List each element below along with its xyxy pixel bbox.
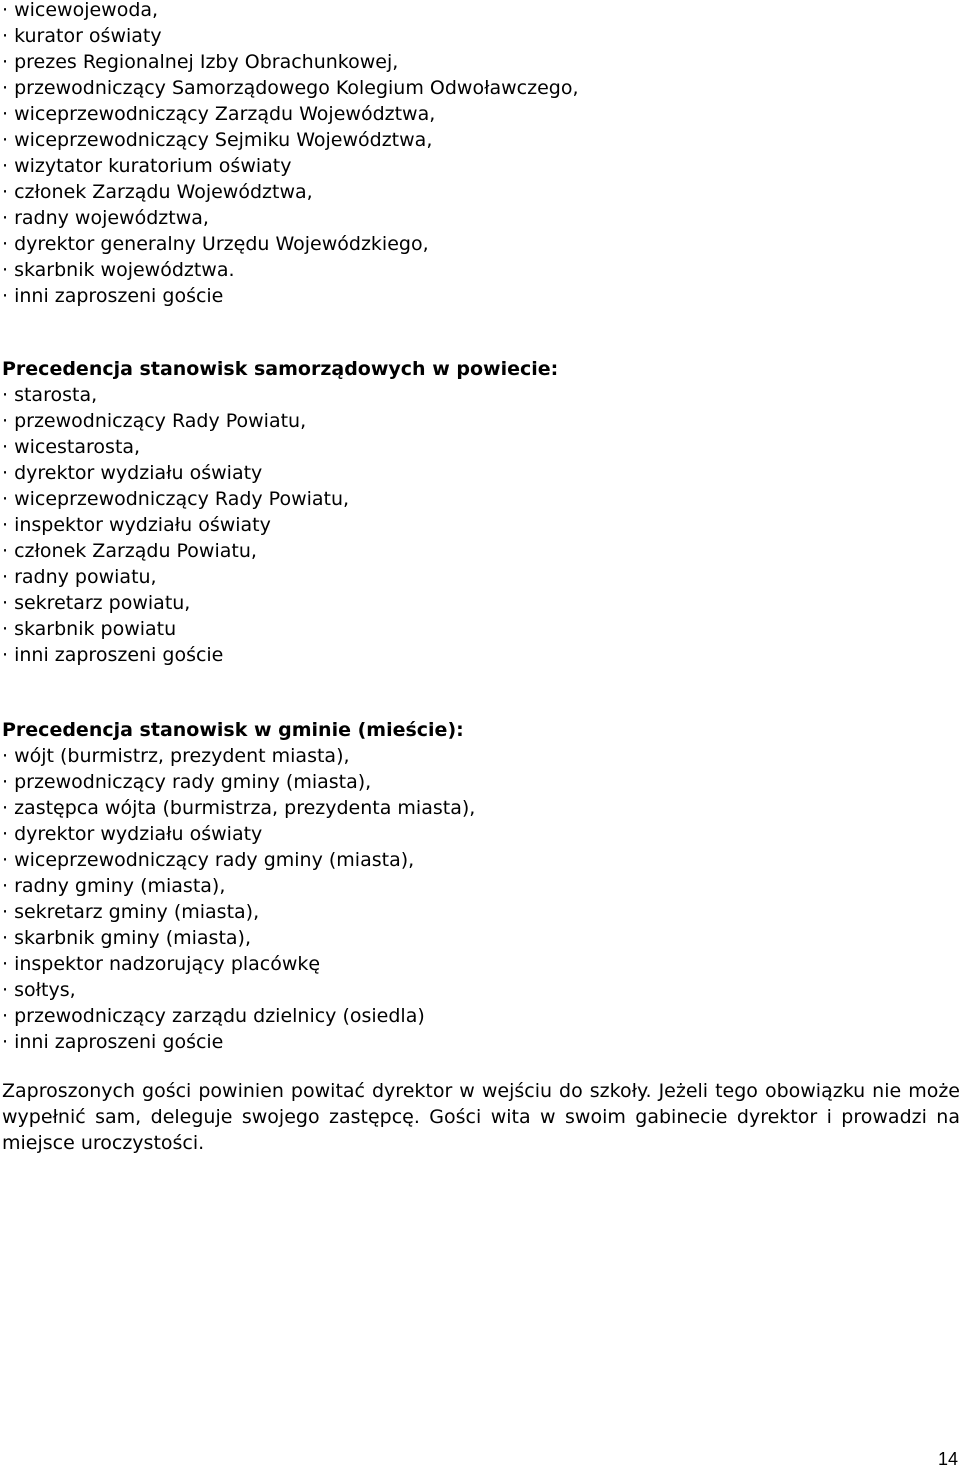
list-item: · dyrektor wydziału oświaty [2,823,263,845]
list-item: · wicewojewoda, [2,0,159,21]
list-item: · przewodniczący zarządu dzielnicy (osiedla) [2,1005,425,1027]
list-item: · członek Zarządu Województwa, [2,181,313,203]
list-item: · przewodniczący rady gminy (miasta), [2,771,372,793]
list-item: · członek Zarządu Powiatu, [2,540,257,562]
list-item: · radny gminy (miasta), [2,875,226,897]
closing-paragraph: Zaproszonych gości powinien powitać dyrektor w wejściu do szkoły. Jeżeli tego obowiązku nie może wypełnić sam, deleguje swojego zastępcę. Gości wita w swoim gabinecie dyrektor i prowadzi na miejsce uroczystości. [2,1080,960,1154]
list-item: · sekretarz gminy (miasta), [2,901,260,923]
list-item: · inspektor nadzorujący placówkę [2,953,321,975]
list-item: · przewodniczący Samorządowego Kolegium Odwoławczego, [2,77,579,99]
list-item: · sołtys, [2,979,76,1001]
list-item: · zastępca wójta (burmistrza, prezydenta miasta), [2,797,476,819]
section-heading: Precedencja stanowisk w gminie (mieście): [2,719,464,741]
list-item: · skarbnik województwa. [2,259,235,281]
list-item: · dyrektor wydziału oświaty [2,462,263,484]
list-item: · wiceprzewodniczący Zarządu Województwa, [2,103,436,125]
list-item: · przewodniczący Rady Powiatu, [2,410,307,432]
list-item: · skarbnik powiatu [2,618,177,640]
list-item: · starosta, [2,384,98,406]
list-item: · wizytator kuratorium oświaty [2,155,292,177]
list-item: · radny województwa, [2,207,209,229]
powiat-precedence-section [0,356,960,668]
regional-precedence-list [0,0,960,309]
section-heading: Precedencja stanowisk samorządowych w powiecie: [2,358,559,380]
list-item: · inni zaproszeni goście [2,644,224,666]
list-item: · inni zaproszeni goście [2,285,224,307]
list-item: · inspektor wydziału oświaty [2,514,271,536]
list-item: · wiceprzewodniczący rady gminy (miasta), [2,849,415,871]
list-item: · dyrektor generalny Urzędu Wojewódzkiego, [2,233,429,255]
list-item: · wiceprzewodniczący Rady Powiatu, [2,488,350,510]
list-item: · wicestarosta, [2,436,141,458]
gmina-precedence-section [0,717,960,1055]
list-item: · skarbnik gminy (miasta), [2,927,251,949]
list-item: · wójt (burmistrz, prezydent miasta), [2,745,350,767]
page-number: 14 [937,1449,958,1469]
list-item: · inni zaproszeni goście [2,1031,224,1053]
list-item: · radny powiatu, [2,566,157,588]
list-item: · sekretarz powiatu, [2,592,191,614]
list-item: · wiceprzewodniczący Sejmiku Województwa, [2,129,433,151]
list-item: · kurator oświaty [2,25,162,47]
list-item: · prezes Regionalnej Izby Obrachunkowej, [2,51,399,73]
